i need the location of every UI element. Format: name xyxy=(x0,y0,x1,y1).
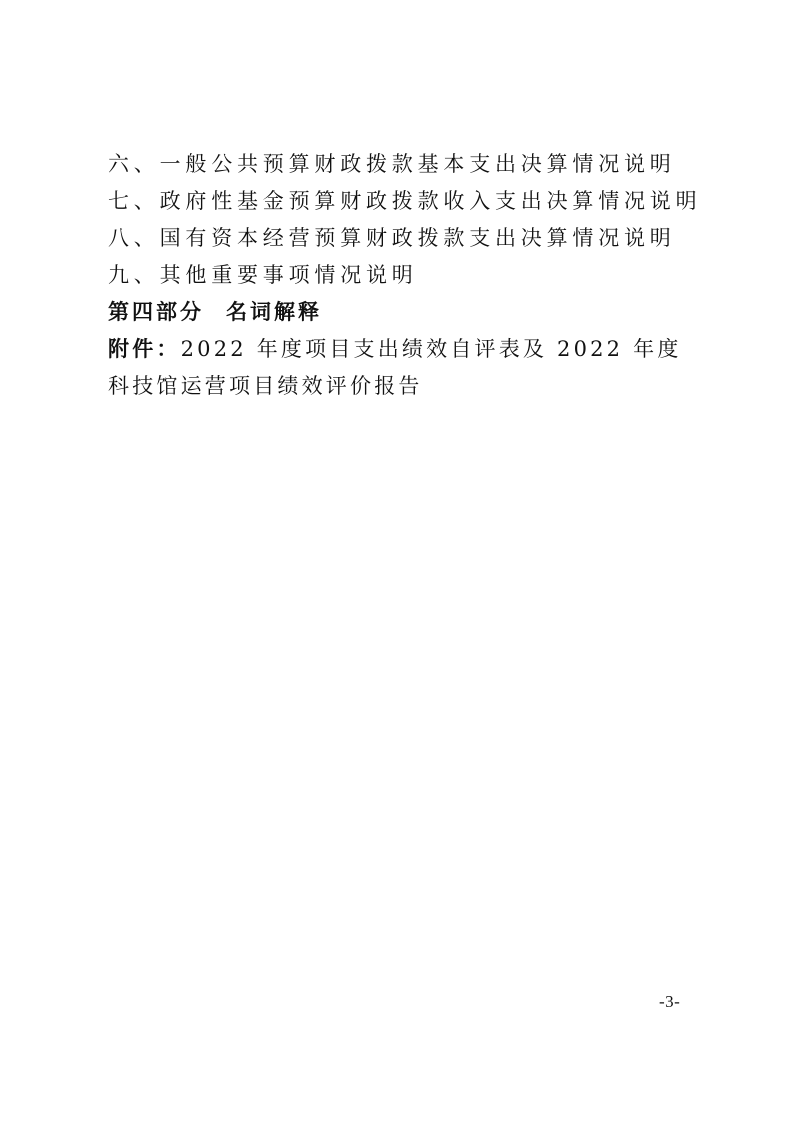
toc-item-9: 九、其他重要事项情况说明 xyxy=(108,263,418,287)
page-number: -3- xyxy=(659,992,681,1011)
toc-item-7: 七、政府性基金预算财政拨款收入支出决算情况说明 xyxy=(108,189,702,213)
part-four-title: 名词解释 xyxy=(226,300,322,324)
attachment-text: 2022 年度项目支出绩效自评表及 2022 年度科技馆运营项目绩效评价报告 xyxy=(108,337,682,398)
toc-item-8: 八、国有资本经营预算财政拨款支出决算情况说明 xyxy=(108,226,676,250)
attachment-note xyxy=(108,331,698,405)
part-four-heading xyxy=(108,294,708,331)
attachment-label: 附件： xyxy=(108,337,181,361)
toc-item-6: 六、一般公共预算财政拨款基本支出决算情况说明 xyxy=(108,152,676,176)
part-four-label: 第四部分 xyxy=(108,300,204,324)
toc-content xyxy=(108,146,708,405)
